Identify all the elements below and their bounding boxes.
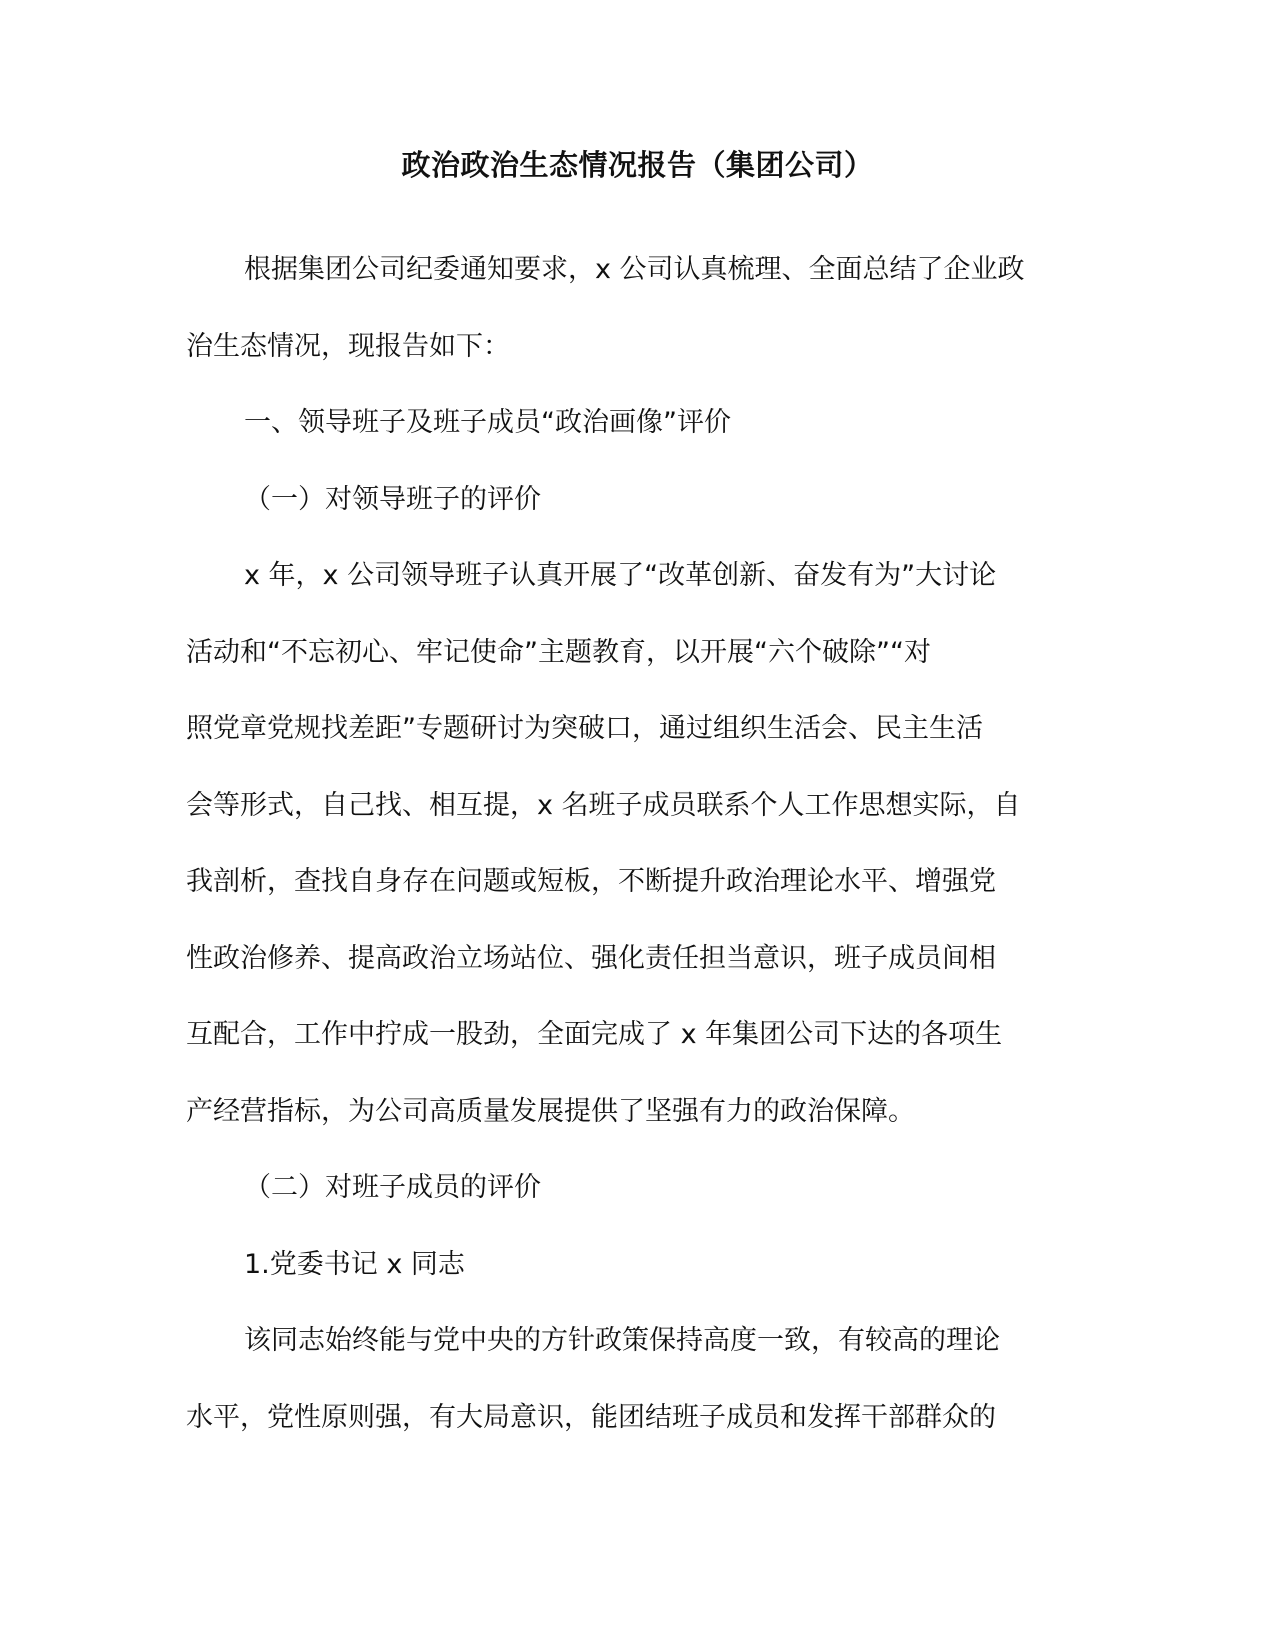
paragraph-line: 治生态情况，现报告如下：: [186, 330, 510, 362]
paragraph-line: 我剖析，查找自身存在问题或短板，不断提升政治理论水平、增强党: [186, 866, 996, 897]
paragraph-line: 该同志始终能与党中央的方针政策保持高度一致，有较高的理论: [244, 1325, 1000, 1356]
paragraph-line: 互配合，工作中拧成一股劲，全面完成了 x 年集团公司下达的各项生: [186, 1019, 1003, 1050]
paragraph-line: 活动和“不忘初心、牢记使命”主题教育，以开展“六个破除”“对: [186, 636, 931, 668]
subsection-heading: （一）对领导班子的评价: [244, 483, 541, 515]
item-heading: 1.党委书记 x 同志: [244, 1248, 465, 1280]
paragraph-line: 水平，党性原则强，有大局意识，能团结班子成员和发挥干部群众的: [186, 1401, 996, 1433]
paragraph-line: 照党章党规找差距”专题研讨为突破口，通过组织生活会、民主生活: [186, 713, 983, 744]
subsection-heading: （二）对班子成员的评价: [244, 1172, 541, 1203]
paragraph-line: 根据集团公司纪委通知要求，x 公司认真梳理、全面总结了企业政: [244, 254, 1025, 285]
paragraph-line: 会等形式，自己找、相互提，x 名班子成员联系个人工作思想实际，自: [186, 789, 1021, 821]
section-heading: 一、领导班子及班子成员“政治画像”评价: [244, 407, 731, 438]
document-title: 政治政治生态情况报告（集团公司）: [401, 148, 874, 182]
paragraph-line: x 年，x 公司领导班子认真开展了“改革创新、奋发有为”大讨论: [244, 560, 997, 591]
paragraph-line: 性政治修养、提高政治立场站位、强化责任担当意识，班子成员间相: [186, 942, 996, 974]
document-body: [186, 232, 1086, 1456]
paragraph-line: 产经营指标，为公司高质量发展提供了坚强有力的政治保障。: [186, 1095, 915, 1127]
